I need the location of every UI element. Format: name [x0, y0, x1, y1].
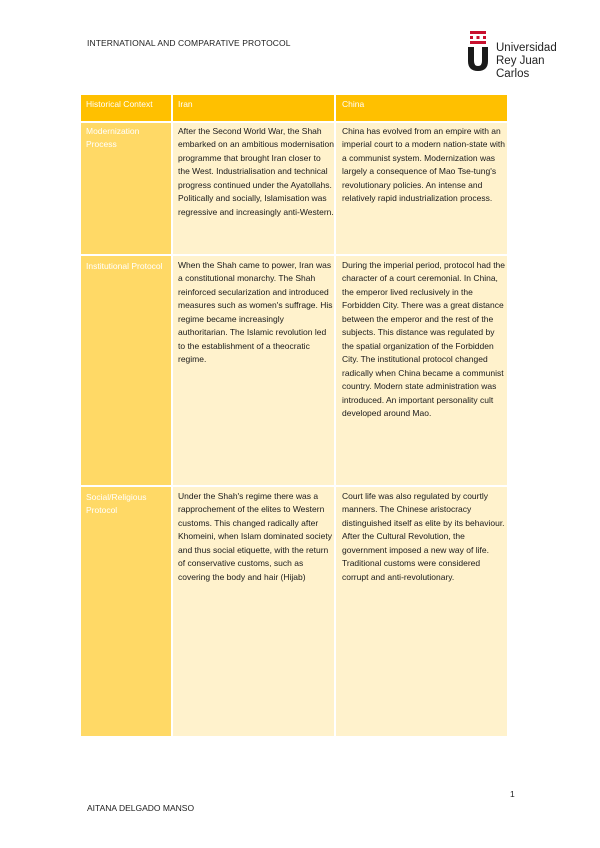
page-number: 1: [510, 789, 515, 799]
document-header-title: INTERNATIONAL AND COMPARATIVE PROTOCOL: [87, 38, 291, 48]
header-china: China: [342, 99, 365, 109]
cell-iran-modernization: After the Second World War, the Shah embarked on an ambitious modernisation programme that brought Iran closer to the West. Industrialisation and technical progress continued under the Ayatollahs. Politically and socially, Islamisation was regressive and increasingly anti-Western.: [178, 126, 334, 217]
footer-author: AITANA DELGADO MANSO: [87, 803, 195, 813]
label-column: [81, 95, 171, 736]
cell-iran-institutional: When the Shah came to power, Iran was a constitutional monarchy. The Shah reinforced secularization and introduced measures such as women's suffrage. His regime became increasingly authoritarian. The Islamic revolution led to the establishment of a theocratic regime.: [178, 260, 333, 365]
row-label-social-religious: Social/Religious Protocol: [86, 492, 147, 515]
cell-china-institutional: During the imperial period, protocol had the character of a court ceremonial. In China, the emperor lived reclusively in the Forbidden City. There was a great distance between the emperor and the rest of the subjects. This distance was regulated by the spatial organization of the Forbidden City. The institutional protocol changed radically when China became a communist country. Modern state administration was introduced. An important personality cult developed around Mao.: [342, 260, 506, 418]
row-label-modernization: Modernization Process: [86, 126, 140, 149]
cell-china-modernization: China has evolved from an empire with an imperial court to a modern nation-state with a communist system. Modernization was largely a consequence of Mao Tse-tung's revolutionary policies. An intense and relatively rapid industrialization process.: [342, 126, 505, 204]
university-name-line-1: Universidad: [496, 42, 557, 54]
university-name: [496, 42, 576, 81]
cell-china-social-religious: Court life was also regulated by courtly manners. The Chinese aristocracy distinguished itself as elite by its behaviour. After the Cultural Revolution, the government imposed a new way of life. Traditional customs were considered corrupt and anti-revolutionary.: [342, 491, 505, 582]
row-divider: [81, 254, 507, 256]
header-iran: Iran: [178, 99, 193, 109]
column-divider: [171, 95, 173, 736]
cell-iran-social-religious: Under the Shah's regime there was a rapprochement of the elites to Western customs. This changed radically after Khomeini, when Islam dominated society and thus social etiquette, with the return of conservative customs, such as covering the body and hair (Hijab): [178, 491, 333, 582]
university-logo: [466, 30, 576, 80]
table-header-row: [81, 95, 507, 121]
column-divider: [334, 95, 336, 736]
row-divider: [81, 485, 507, 487]
header-historical-context: Historical Context: [86, 99, 153, 109]
university-crest-icon: [466, 30, 490, 72]
comparison-table: [81, 95, 507, 736]
university-name-line-2: Rey Juan Carlos: [496, 55, 545, 80]
row-divider: [81, 121, 507, 123]
row-label-institutional: Institutional Protocol: [86, 261, 163, 271]
